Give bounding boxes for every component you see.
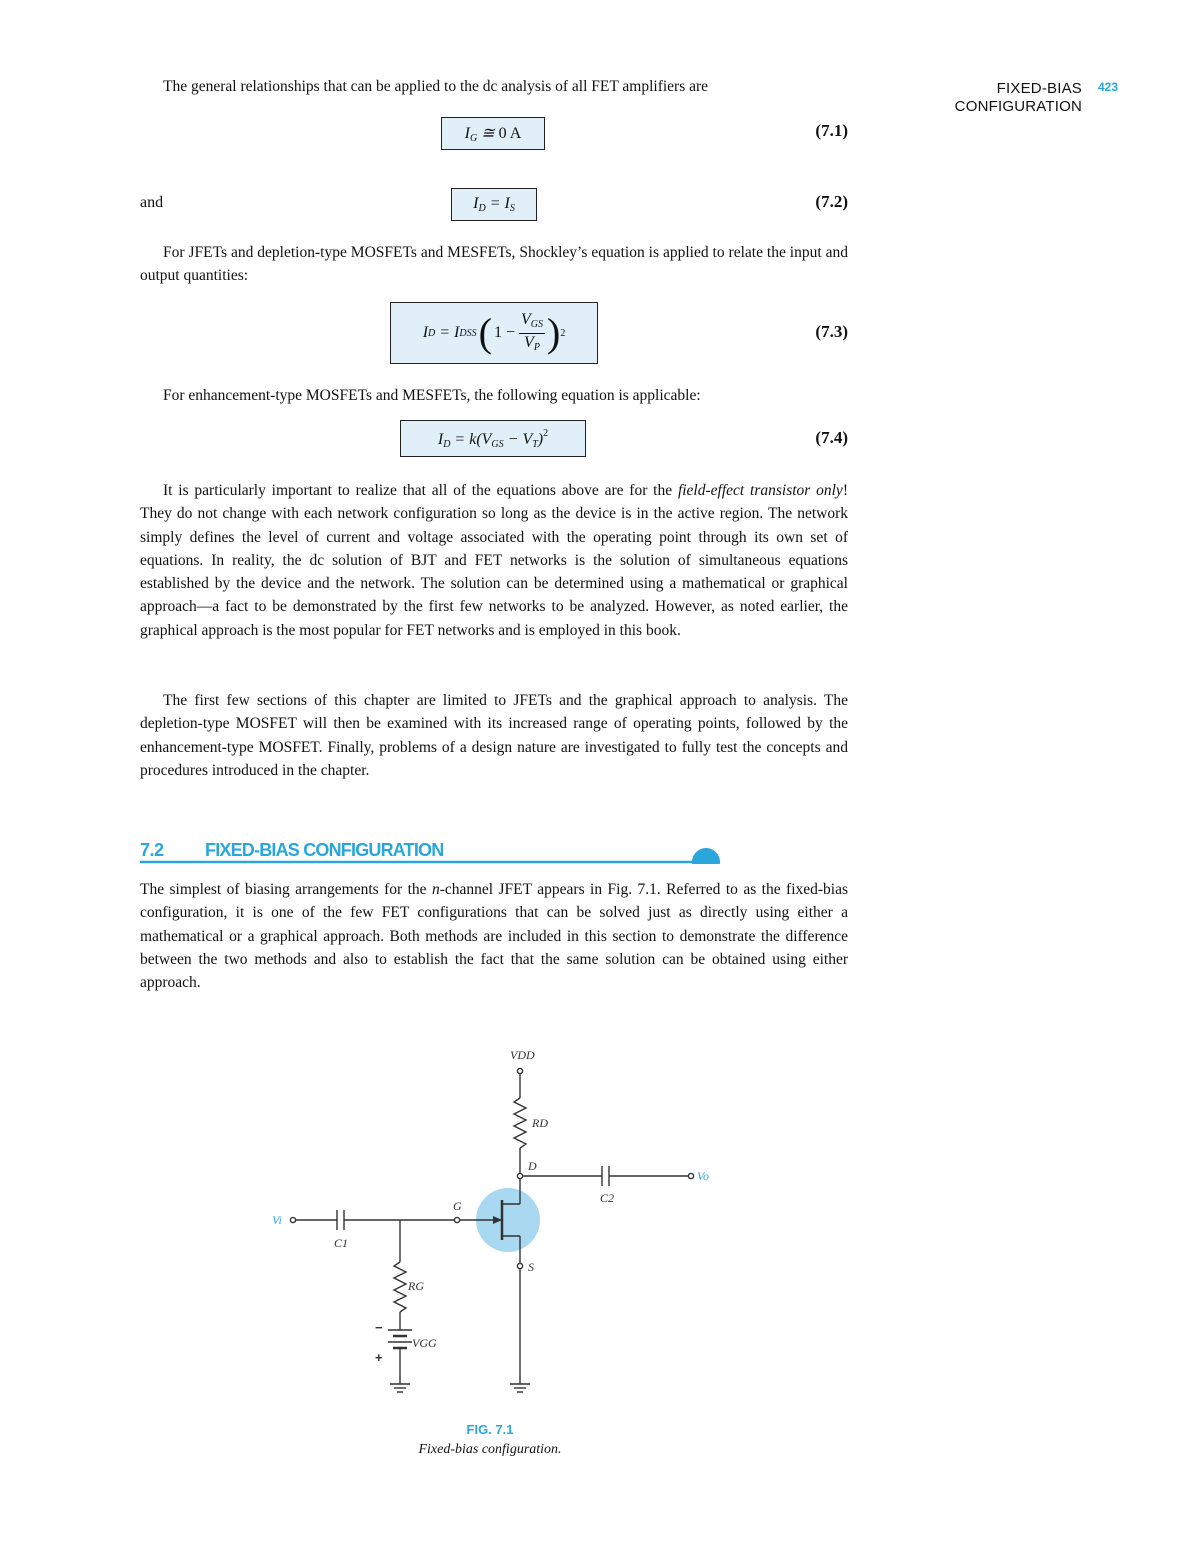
equation-7-2-number: (7.2)	[815, 192, 848, 211]
equation-7-3-number: (7.3)	[815, 322, 848, 341]
simplest-emphasis: n	[431, 881, 440, 898]
label-rg: RG	[408, 1279, 424, 1293]
label-c1: C1	[334, 1236, 349, 1250]
shockley-paragraph: For JFETs and depletion-type MOSFETs and MESFETs, Shockley’s equation is applied to relate the input and output quantities:	[140, 244, 848, 285]
simplest-text-before: The simplest of biasing arrangements for the	[140, 881, 432, 898]
important-text-before: It is particularly important to realize that all of the equations above are for the	[163, 482, 678, 499]
and-word: and	[140, 194, 164, 211]
simplest-paragraph	[140, 878, 848, 994]
important-emphasis: field-effect transistor only	[677, 482, 843, 499]
running-head	[900, 80, 1082, 116]
label-s: S	[528, 1260, 534, 1274]
section-title: FIXED-BIAS CONFIGURATION	[205, 840, 444, 860]
equation-7-4-number: (7.4)	[815, 428, 848, 447]
intro-paragraph: The general relationships that can be applied to the dc analysis of all FET amplifiers are	[163, 78, 709, 95]
equation-7-1-box: $I_G$ ≅ 0 A	[441, 117, 545, 150]
equation-7-3-box: I D = I DSS ( 1 − $V_{GS}$ $V_P$ ) 2	[390, 302, 598, 364]
equation-7-2-box: $I_D = I_S$	[451, 188, 537, 221]
important-text-after: ! They do not change with each network configuration so long as the device is in the active region. The network simply defines the level of current and voltage associated with the operating point through its own set of equations. In reality, the dc solution of BJT and FET networks is the solution of simultaneous equations established by the device and the network. The solution can be determined using a mathematical or graphical approach—a fact to be demonstrated by the first few networks to be analyzed. However, as noted earlier, the graphical approach is the most popular for FET networks and is employed in this book.	[140, 482, 848, 639]
enhancement-paragraph: For enhancement-type MOSFETs and MESFETs, the following equation is applicable:	[163, 387, 701, 404]
important-paragraph	[140, 479, 848, 642]
section-number: 7.2	[140, 840, 164, 860]
label-vi: Vi	[272, 1213, 282, 1227]
figure-label: FIG. 7.1	[466, 1422, 514, 1437]
label-vdd: VDD	[510, 1048, 535, 1062]
figure-caption: Fixed-bias configuration.	[418, 1442, 562, 1457]
label-vo: Vo	[697, 1169, 709, 1183]
label-minus: −	[375, 1320, 383, 1335]
label-d: D	[528, 1159, 537, 1173]
label-vgg: VGG	[412, 1336, 437, 1350]
sections-paragraph: The first few sections of this chapter are limited to JFETs and the graphical approach to analysis. The depletion-type MOSFET will then be examined with its increased range of operating points, followed by the enhancement-type MOSFET. Finally, problems of a design nature are investigated to fully test the concepts and procedures introduced in the chapter.	[140, 692, 848, 779]
label-rd: RD	[532, 1116, 548, 1130]
fixed-bias-circuit-diagram	[250, 1040, 750, 1410]
running-head-line2: CONFIGURATION	[954, 98, 1082, 115]
label-c2: C2	[600, 1191, 615, 1205]
equation-7-4-box: $I_D = k(V_{GS} - V_T)^2$	[400, 420, 586, 457]
simplest-text-after: -channel JFET appears in Fig. 7.1. Referred to as the fixed-bias configuration, it is one of the few FET configurations that can be solved just as directly using either a mathematical or a graphical approach. Both methods are included in this section to demonstrate the difference between the two methods and also to establish the fact that the same solution can be obtained using either approach.	[140, 881, 849, 992]
page-number: 423	[1098, 80, 1119, 94]
running-head-line1: FIXED-BIAS	[996, 80, 1082, 97]
equation-7-1-number: (7.1)	[815, 121, 848, 140]
label-g: G	[453, 1199, 462, 1213]
label-plus: +	[375, 1350, 383, 1365]
